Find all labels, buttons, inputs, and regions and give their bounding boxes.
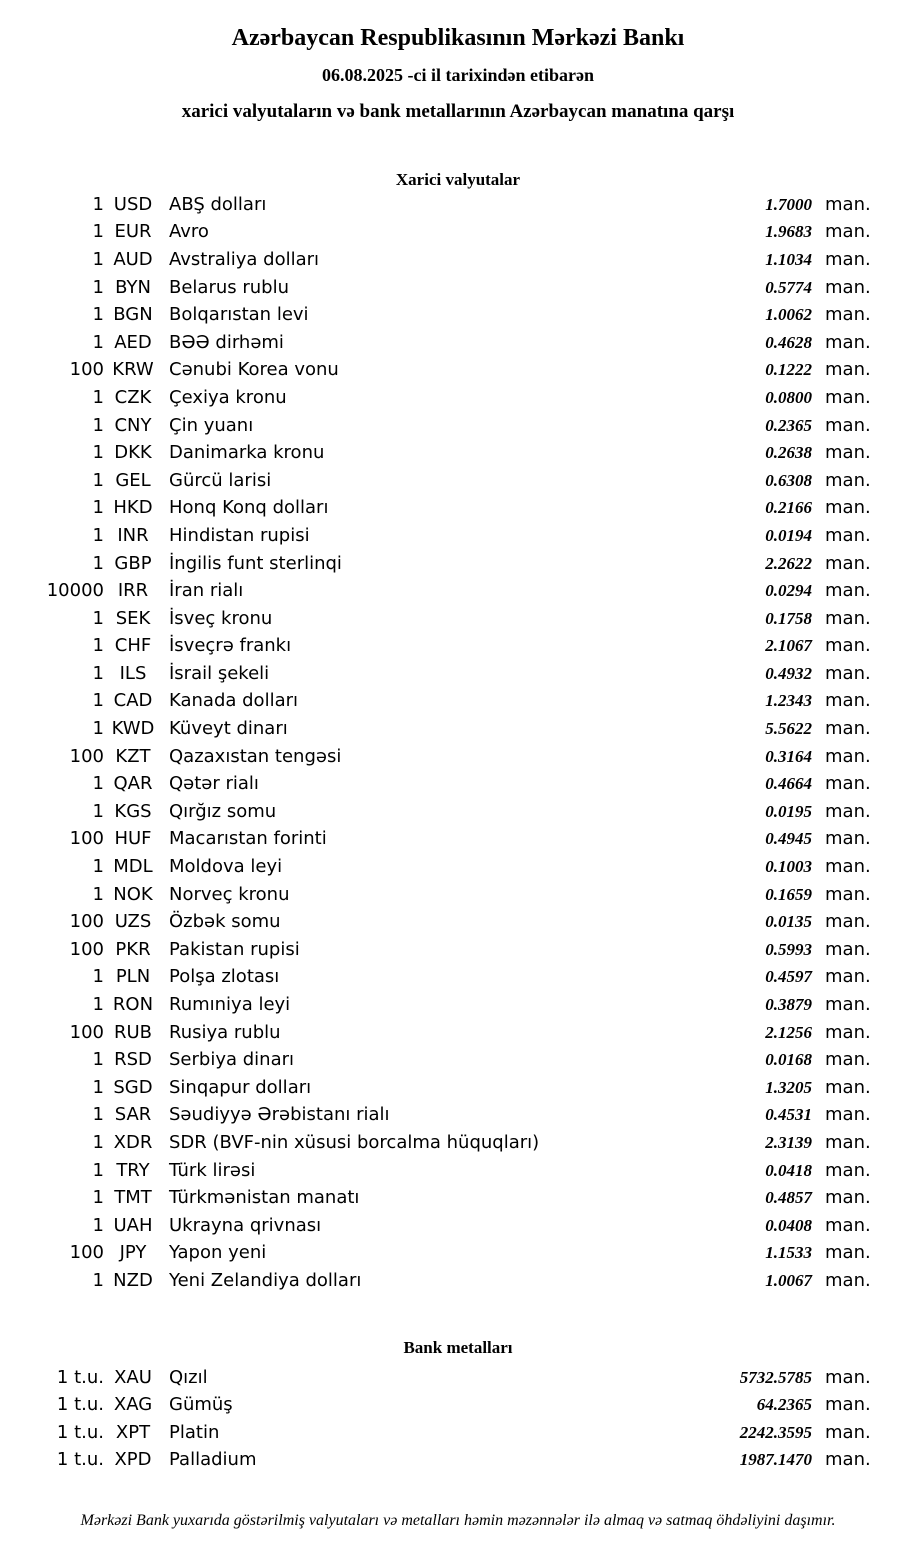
- currency-rate: 1.0067: [765, 1270, 812, 1290]
- currency-code: AUD: [113, 248, 153, 270]
- currency-code: NZD: [113, 1269, 153, 1291]
- metal-name: Platin: [169, 1421, 220, 1443]
- currency-name: Özbək somu: [169, 911, 281, 933]
- currency-name: SDR (BVF-nin xüsusi borcalma hüquqları): [169, 1131, 540, 1153]
- currency-rate: 0.4945: [765, 829, 812, 849]
- metal-code: XAG: [113, 1394, 153, 1416]
- currency-code: SAR: [114, 1104, 152, 1126]
- currency-name: Pakistan rupisi: [169, 938, 300, 960]
- currency-rate: 1.2343: [765, 691, 812, 711]
- currency-code: NOK: [113, 883, 153, 905]
- currency-code: SGD: [113, 1076, 153, 1098]
- currency-name: Qazaxıstan tengəsi: [169, 745, 342, 767]
- currency-unit: man.: [825, 552, 871, 574]
- currency-unit: man.: [825, 1242, 871, 1264]
- page-title: Azərbaycan Respublikasının Mərkəzi Bankı: [231, 25, 685, 51]
- currency-quantity: 1: [92, 497, 104, 519]
- metal-name: Palladium: [169, 1449, 257, 1471]
- currency-name: Qırğız somu: [169, 800, 277, 822]
- currency-unit: man.: [825, 497, 871, 519]
- currency-unit: man.: [825, 1187, 871, 1209]
- currency-unit: man.: [825, 359, 871, 381]
- currency-rate: 0.1222: [765, 360, 812, 380]
- metal-name: Qızıl: [169, 1366, 208, 1388]
- currency-code: DKK: [114, 442, 152, 464]
- metal-rate: 2242.3595: [739, 1422, 812, 1442]
- currency-quantity: 1: [92, 966, 104, 988]
- currency-code: PLN: [115, 966, 151, 988]
- currency-code: HKD: [113, 497, 153, 519]
- table-row: [0, 828, 874, 856]
- currency-code: MDL: [113, 856, 153, 878]
- currency-code: RON: [112, 994, 154, 1016]
- currency-rate: 1.7000: [765, 194, 812, 214]
- currency-quantity: 1: [92, 524, 104, 546]
- currency-name: Avstraliya dolları: [169, 248, 320, 270]
- currency-rate: 1.0062: [765, 305, 812, 325]
- metal-rate: 64.2365: [756, 1395, 812, 1415]
- currency-code: RSD: [114, 1049, 152, 1071]
- currency-unit: man.: [825, 386, 871, 408]
- currency-quantity: 1: [92, 1076, 104, 1098]
- table-row: [0, 332, 874, 360]
- metal-unit: man.: [825, 1421, 871, 1443]
- currency-unit: man.: [825, 1131, 871, 1153]
- currency-rate: 5.5622: [765, 719, 812, 739]
- table-row: [0, 1160, 874, 1188]
- metal-rate: 5732.5785: [739, 1367, 812, 1387]
- currency-code: SEK: [115, 607, 151, 629]
- metal-quantity: 1 t.u.: [56, 1394, 104, 1416]
- currency-rate: 0.3164: [765, 746, 812, 766]
- currency-code: ILS: [119, 662, 147, 684]
- currency-unit: man.: [825, 718, 871, 740]
- table-row: [0, 856, 874, 884]
- currency-quantity: 1: [92, 1214, 104, 1236]
- currency-rate: 0.4857: [765, 1188, 812, 1208]
- metal-quantity: 1 t.u.: [56, 1421, 104, 1443]
- currency-quantity: 1: [92, 994, 104, 1016]
- currency-quantity: 1: [92, 718, 104, 740]
- currency-code: JPY: [119, 1242, 147, 1264]
- table-row: [0, 939, 874, 967]
- footer-note: Mərkəzi Bank yuxarıda göstərilmiş valyutaları və metalları həmin məzənnələr ilə almaq və satmaq öhdəliyini daşımır.: [80, 1512, 836, 1529]
- currency-quantity: 1: [92, 193, 104, 215]
- currency-rate: 0.2365: [765, 415, 812, 435]
- table-row: [0, 773, 874, 801]
- currencies-table: [0, 194, 874, 1298]
- currency-quantity: 100: [69, 938, 104, 960]
- table-row: [0, 1367, 874, 1395]
- currency-quantity: 1: [92, 304, 104, 326]
- currency-unit: man.: [825, 994, 871, 1016]
- currency-quantity: 1: [92, 690, 104, 712]
- currency-code: QAR: [113, 773, 153, 795]
- currency-code: BYN: [115, 276, 151, 298]
- currency-code: TMT: [114, 1187, 152, 1209]
- table-row: [0, 608, 874, 636]
- currency-code: UAH: [113, 1214, 153, 1236]
- currency-code: BGN: [113, 304, 153, 326]
- currency-unit: man.: [825, 635, 871, 657]
- currency-name: Çexiya kronu: [169, 386, 287, 408]
- currency-rate: 0.5774: [765, 277, 812, 297]
- currency-quantity: 1: [92, 1049, 104, 1071]
- currency-unit: man.: [825, 276, 871, 298]
- currency-quantity: 1: [92, 331, 104, 353]
- currency-rate: 0.3879: [765, 995, 812, 1015]
- currency-unit: man.: [825, 883, 871, 905]
- table-row: [0, 1077, 874, 1105]
- table-row: [0, 470, 874, 498]
- currency-quantity: 1: [92, 221, 104, 243]
- currency-unit: man.: [825, 966, 871, 988]
- metal-code: XAU: [114, 1366, 152, 1388]
- currency-unit: man.: [825, 1049, 871, 1071]
- currency-code: KZT: [115, 745, 151, 767]
- table-row: [0, 1104, 874, 1132]
- table-row: [0, 994, 874, 1022]
- currency-quantity: 100: [69, 1242, 104, 1264]
- currency-unit: man.: [825, 248, 871, 270]
- currency-code: IRR: [117, 580, 149, 602]
- table-row: [0, 525, 874, 553]
- currency-unit: man.: [825, 800, 871, 822]
- currency-quantity: 10000: [46, 580, 104, 602]
- table-row: [0, 553, 874, 581]
- table-row: [0, 1422, 874, 1450]
- currency-code: EUR: [114, 221, 152, 243]
- currency-name: ABŞ dolları: [169, 193, 267, 215]
- currency-quantity: 100: [69, 828, 104, 850]
- currency-rate: 0.0135: [765, 912, 812, 932]
- table-row: [0, 249, 874, 277]
- currency-name: Cənubi Korea vonu: [169, 359, 339, 381]
- table-row: [0, 1187, 874, 1215]
- currency-rate: 0.1758: [765, 608, 812, 628]
- currency-name: İran rialı: [169, 580, 244, 602]
- currency-name: Çin yuanı: [169, 414, 254, 436]
- currency-code: KWD: [111, 718, 155, 740]
- currency-name: İsrail şekeli: [169, 662, 270, 684]
- table-row: [0, 718, 874, 746]
- table-row: [0, 801, 874, 829]
- currency-unit: man.: [825, 690, 871, 712]
- currency-quantity: 1: [92, 469, 104, 491]
- currency-unit: man.: [825, 304, 871, 326]
- currency-unit: man.: [825, 1104, 871, 1126]
- currency-quantity: 100: [69, 359, 104, 381]
- currency-rate: 1.1034: [765, 249, 812, 269]
- table-row: [0, 911, 874, 939]
- currency-name: Avro: [169, 221, 209, 243]
- document-header: [0, 0, 916, 123]
- currency-code: INR: [117, 524, 149, 546]
- table-row: [0, 635, 874, 663]
- currency-unit: man.: [825, 524, 871, 546]
- currency-name: Belarus rublu: [169, 276, 290, 298]
- table-row: [0, 194, 874, 222]
- currency-quantity: 1: [92, 856, 104, 878]
- currency-quantity: 1: [92, 442, 104, 464]
- table-row: [0, 1049, 874, 1077]
- currency-quantity: 1: [92, 1187, 104, 1209]
- currency-rate: 0.0168: [765, 1050, 812, 1070]
- currency-code: KGS: [114, 800, 152, 822]
- currency-rate: 0.2638: [765, 443, 812, 463]
- currency-name: Rumıniya leyi: [169, 994, 291, 1016]
- table-row: [0, 663, 874, 691]
- currency-rate: 1.1533: [765, 1243, 812, 1263]
- currency-name: Türk lirəsi: [169, 1159, 256, 1181]
- currency-rate: 0.4531: [765, 1105, 812, 1125]
- currency-unit: man.: [825, 938, 871, 960]
- table-row: [0, 884, 874, 912]
- currency-name: Hindistan rupisi: [169, 524, 310, 546]
- currency-unit: man.: [825, 856, 871, 878]
- table-row: [0, 415, 874, 443]
- currency-name: Serbiya dinarı: [169, 1049, 294, 1071]
- currency-unit: man.: [825, 662, 871, 684]
- table-row: [0, 746, 874, 774]
- currency-unit: man.: [825, 607, 871, 629]
- currency-rate: 0.5993: [765, 939, 812, 959]
- currency-unit: man.: [825, 221, 871, 243]
- currency-name: Rusiya rublu: [169, 1021, 281, 1043]
- currency-unit: man.: [825, 331, 871, 353]
- table-row: [0, 442, 874, 470]
- currency-quantity: 1: [92, 1131, 104, 1153]
- table-row: [0, 580, 874, 608]
- currency-code: AED: [114, 331, 152, 353]
- metal-unit: man.: [825, 1394, 871, 1416]
- table-row: [0, 690, 874, 718]
- currency-code: KRW: [112, 359, 154, 381]
- currency-quantity: 1: [92, 635, 104, 657]
- currency-unit: man.: [825, 1214, 871, 1236]
- currency-code: CHF: [114, 635, 152, 657]
- currency-name: Ukrayna qrivnası: [169, 1214, 322, 1236]
- currency-unit: man.: [825, 1269, 871, 1291]
- currency-rate: 2.1067: [765, 636, 812, 656]
- currency-quantity: 100: [69, 911, 104, 933]
- metal-unit: man.: [825, 1449, 871, 1471]
- currency-code: USD: [113, 193, 153, 215]
- document-subtitle: xarici valyutaların və bank metallarının Azərbaycan manatına qarşı: [181, 100, 735, 122]
- table-row: [0, 497, 874, 525]
- table-row: [0, 1215, 874, 1243]
- currency-quantity: 1: [92, 276, 104, 298]
- metal-code: XPD: [114, 1449, 152, 1471]
- currency-unit: man.: [825, 580, 871, 602]
- metal-quantity: 1 t.u.: [56, 1366, 104, 1388]
- metal-name: Gümüş: [169, 1394, 233, 1416]
- table-row: [0, 1270, 874, 1298]
- currency-name: Macarıstan forinti: [169, 828, 327, 850]
- currency-quantity: 1: [92, 800, 104, 822]
- currency-rate: 0.0195: [765, 801, 812, 821]
- currency-unit: man.: [825, 1021, 871, 1043]
- currency-quantity: 100: [69, 1021, 104, 1043]
- currency-name: Səudiyyə Ərəbistanı rialı: [169, 1104, 390, 1126]
- currency-unit: man.: [825, 414, 871, 436]
- table-row: [0, 1022, 874, 1050]
- currency-unit: man.: [825, 469, 871, 491]
- currency-rate: 2.1256: [765, 1022, 812, 1042]
- currency-unit: man.: [825, 745, 871, 767]
- currency-rate: 0.0194: [765, 525, 812, 545]
- currency-code: PKR: [115, 938, 151, 960]
- currency-quantity: 1: [92, 1104, 104, 1126]
- currency-code: RUB: [113, 1021, 153, 1043]
- table-row: [0, 359, 874, 387]
- table-row: [0, 1242, 874, 1270]
- currency-unit: man.: [825, 442, 871, 464]
- currency-unit: man.: [825, 1076, 871, 1098]
- currency-unit: man.: [825, 773, 871, 795]
- currency-code: XDR: [113, 1131, 153, 1153]
- currency-name: Sinqapur dolları: [169, 1076, 312, 1098]
- metals-section-title: Bank metalları: [403, 1337, 513, 1357]
- currency-quantity: 100: [69, 745, 104, 767]
- currency-quantity: 1: [92, 1269, 104, 1291]
- table-row: [0, 1394, 874, 1422]
- currency-name: Norveç kronu: [169, 883, 290, 905]
- currency-code: UZS: [114, 911, 152, 933]
- currency-name: Bolqarıstan levi: [169, 304, 309, 326]
- table-row: [0, 966, 874, 994]
- currency-name: Danimarka kronu: [169, 442, 325, 464]
- currency-rate: 0.1003: [765, 857, 812, 877]
- currency-rate: 0.2166: [765, 498, 812, 518]
- currency-rate: 0.4664: [765, 774, 812, 794]
- currency-name: Yeni Zelandiya dolları: [169, 1269, 362, 1291]
- metal-code: XPT: [115, 1421, 151, 1443]
- currency-rate: 1.3205: [765, 1077, 812, 1097]
- table-row: [0, 277, 874, 305]
- currency-code: CAD: [113, 690, 153, 712]
- currency-rate: 0.0418: [765, 1160, 812, 1180]
- currency-unit: man.: [825, 193, 871, 215]
- currency-name: Qətər rialı: [169, 773, 259, 795]
- currency-quantity: 1: [92, 248, 104, 270]
- currency-rate: 2.3139: [765, 1132, 812, 1152]
- currency-quantity: 1: [92, 552, 104, 574]
- table-row: [0, 1132, 874, 1160]
- currency-quantity: 1: [92, 662, 104, 684]
- currency-quantity: 1: [92, 386, 104, 408]
- metal-quantity: 1 t.u.: [56, 1449, 104, 1471]
- currency-rate: 0.4628: [765, 332, 812, 352]
- currency-unit: man.: [825, 1159, 871, 1181]
- currency-rate: 0.0800: [765, 387, 812, 407]
- currency-name: İngilis funt sterlinqi: [169, 552, 342, 574]
- table-row: [0, 304, 874, 332]
- currency-rate: 0.0294: [765, 581, 812, 601]
- currency-name: Küveyt dinarı: [169, 718, 288, 740]
- currency-rate: 2.2622: [765, 553, 812, 573]
- currency-name: Polşa zlotası: [169, 966, 280, 988]
- currency-code: TRY: [116, 1159, 150, 1181]
- currency-quantity: 1: [92, 414, 104, 436]
- table-row: [0, 1449, 874, 1477]
- currency-name: Türkmənistan manatı: [169, 1187, 360, 1209]
- currency-rate: 0.4597: [765, 967, 812, 987]
- currency-name: Moldova leyi: [169, 856, 283, 878]
- currency-name: Yapon yeni: [169, 1242, 267, 1264]
- metal-unit: man.: [825, 1366, 871, 1388]
- currency-rate: 1.9683: [765, 222, 812, 242]
- currency-code: CNY: [114, 414, 152, 436]
- currency-rate: 0.6308: [765, 470, 812, 490]
- currencies-section-title: Xarici valyutalar: [395, 169, 521, 189]
- currency-quantity: 1: [92, 607, 104, 629]
- currency-quantity: 1: [92, 1159, 104, 1181]
- currency-quantity: 1: [92, 883, 104, 905]
- currency-name: BƏƏ dirhəmi: [169, 331, 284, 353]
- currency-name: İsveçrə frankı: [169, 635, 292, 657]
- currency-name: Honq Konq dolları: [169, 497, 329, 519]
- currency-quantity: 1: [92, 773, 104, 795]
- currency-rate: 0.1659: [765, 884, 812, 904]
- currency-name: İsveç kronu: [169, 607, 273, 629]
- currency-unit: man.: [825, 911, 871, 933]
- currency-name: Gürcü larisi: [169, 469, 272, 491]
- currency-code: CZK: [114, 386, 152, 408]
- currency-code: HUF: [114, 828, 152, 850]
- currency-rate: 0.4932: [765, 663, 812, 683]
- currency-name: Kanada dolları: [169, 690, 299, 712]
- currency-code: GEL: [115, 469, 151, 491]
- metal-rate: 1987.1470: [739, 1450, 812, 1470]
- effective-date-line: 06.08.2025 -ci il tarixindən etibarən: [322, 64, 594, 85]
- currency-code: GBP: [114, 552, 152, 574]
- currency-rate: 0.0408: [765, 1215, 812, 1235]
- table-row: [0, 387, 874, 415]
- table-row: [0, 221, 874, 249]
- metals-table: [0, 1367, 874, 1477]
- currency-unit: man.: [825, 828, 871, 850]
